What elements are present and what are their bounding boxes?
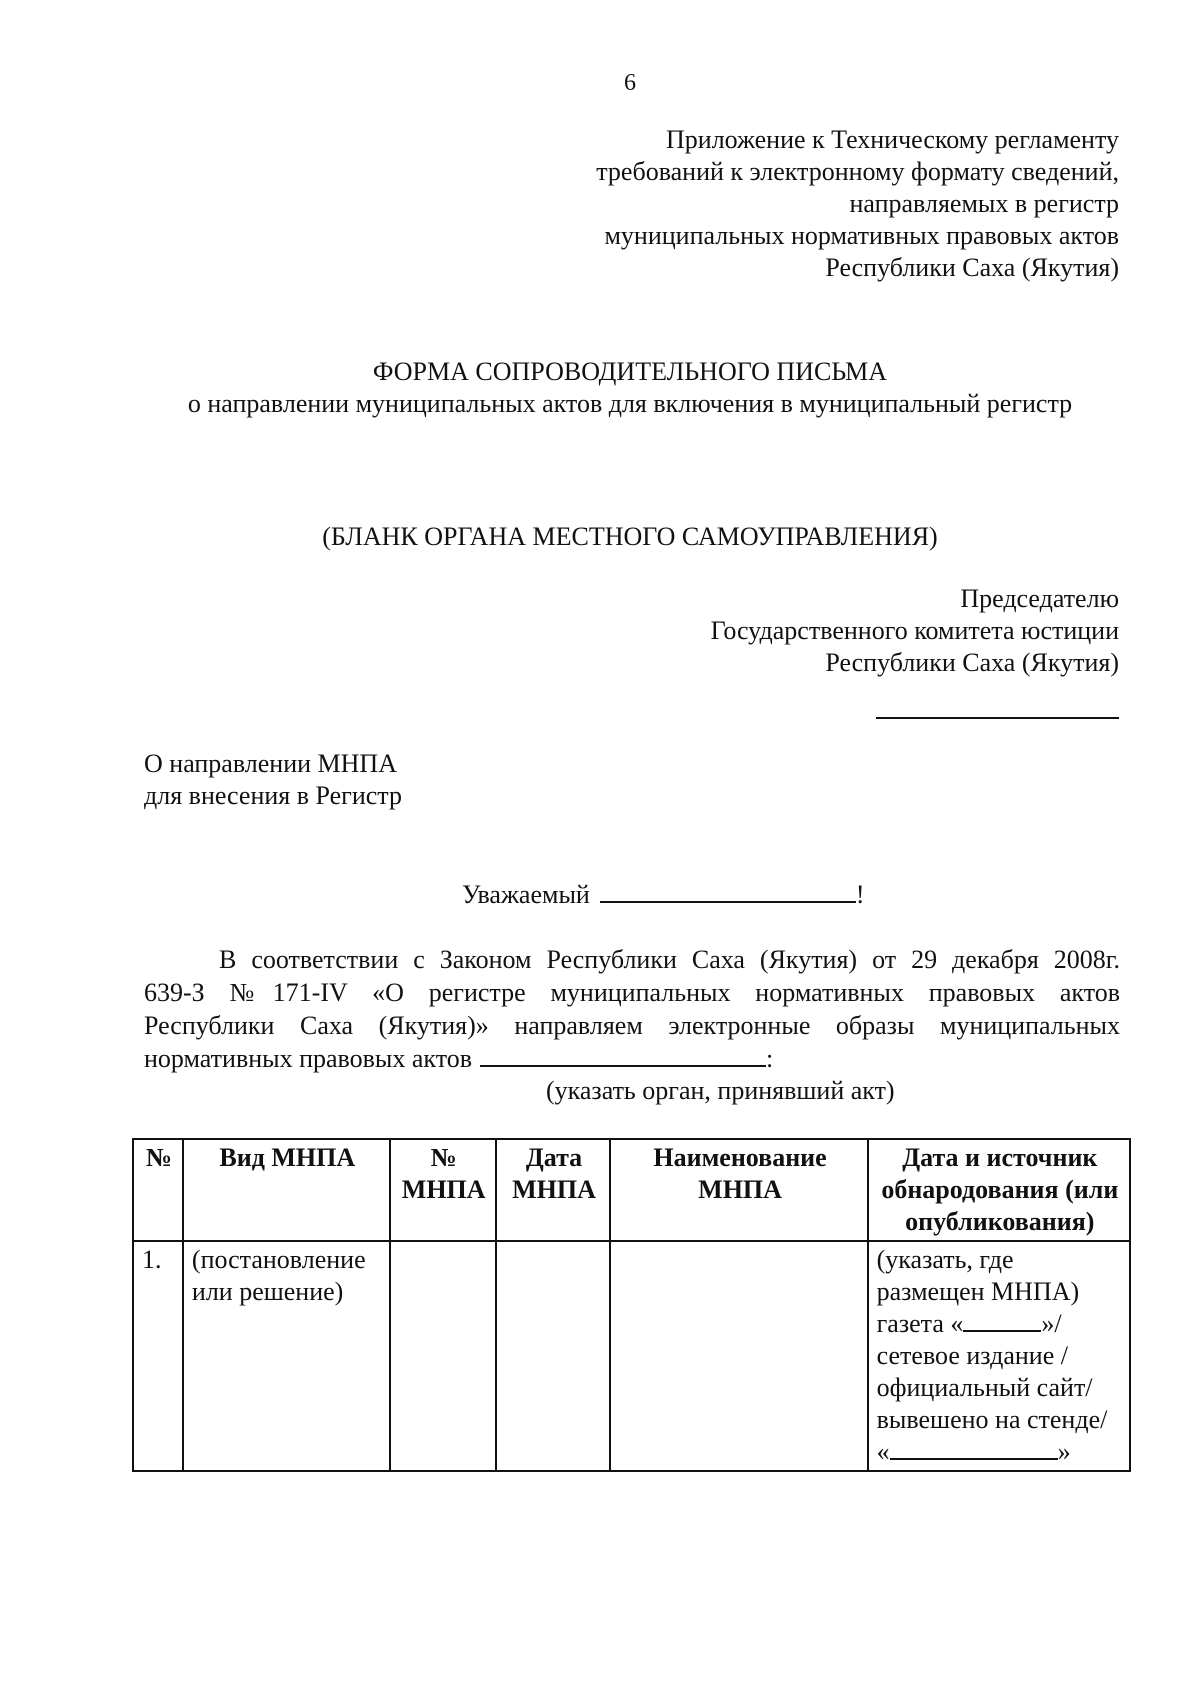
addressee-block [711, 583, 1119, 679]
form-subtitle: о направлении муниципальных актов для включения в муниципальный регистр [187, 389, 1073, 418]
cell-name [610, 1241, 867, 1471]
source-text: »/сетевое издание /официальный сайт/вывешено на стенде/ « [876, 1309, 1108, 1466]
cell-date [496, 1241, 611, 1471]
table-header-row [133, 1139, 1130, 1241]
appendix-line: Республики Саха (Якутия) [825, 253, 1119, 282]
body-line: 639-З №171-IV «О регистре муниципальных нормативных правовых актов [144, 978, 1120, 1007]
body-line: В соответствии с Законом Республики Саха (Якутия) от 29 декабря 2008г. [219, 945, 1120, 974]
appendix-line: Приложение к Техническому регламенту [666, 125, 1119, 154]
page-number: 6 [624, 70, 636, 96]
subject-line: для внесения в Регистр [144, 781, 402, 810]
authority-blank [480, 1043, 766, 1067]
appendix-line: муниципальных нормативных правовых актов [604, 221, 1119, 250]
appendix-line: требований к электронному формату сведений, [596, 157, 1119, 186]
appendix-note [100, 124, 1119, 284]
form-title: ФОРМА СОПРОВОДИТЕЛЬНОГО ПИСЬМА [372, 357, 888, 386]
header-num: № [133, 1139, 183, 1241]
letterhead-placeholder: (БЛАНК ОРГАНА МЕСТНОГО САМОУПРАВЛЕНИЯ) [322, 522, 938, 551]
acts-table [132, 1138, 1131, 1472]
body-line-last [144, 1042, 1120, 1075]
cell-num: 1. [133, 1241, 183, 1471]
subject-block [144, 748, 402, 812]
cell-source [868, 1241, 1130, 1471]
body-line: нормативных правовых актов [144, 1044, 473, 1073]
header-number: № МНПА [390, 1139, 496, 1241]
source-text: (указать, где размещен МНПА) газета « [876, 1245, 1080, 1338]
greeting-suffix: ! [855, 880, 865, 909]
header-date: Дата МНПА [496, 1139, 611, 1241]
authority-hint: (указать орган, принявший акт) [546, 1076, 895, 1105]
body-paragraph [144, 943, 1120, 1075]
blank-suffix: : [766, 1044, 774, 1073]
cell-kind: (постановление или решение) [183, 1241, 390, 1471]
greeting [462, 879, 865, 911]
addressee-line: Республики Саха (Якутия) [825, 648, 1119, 677]
greeting-prefix: Уважаемый [462, 880, 590, 909]
stand-blank [890, 1436, 1058, 1460]
header-name: Наименование МНПА [610, 1139, 867, 1241]
addressee-line: Председателю [960, 584, 1119, 613]
subject-line: О направлении МНПА [144, 749, 397, 778]
newspaper-blank [963, 1308, 1041, 1332]
addressee-name-blank [876, 697, 1119, 719]
greeting-name-blank [600, 879, 856, 903]
appendix-line: направляемых в регистр [849, 189, 1119, 218]
header-source: Дата и источник обнародования (или опубликования) [868, 1139, 1130, 1241]
cell-number [390, 1241, 496, 1471]
body-line: Республики Саха (Якутия)» направляем электронные образы муниципальных [144, 1011, 1120, 1040]
table-row [133, 1241, 1130, 1471]
source-text: » [1057, 1437, 1071, 1466]
addressee-line: Государственного комитета юстиции [710, 616, 1119, 645]
header-kind: Вид МНПА [183, 1139, 390, 1241]
